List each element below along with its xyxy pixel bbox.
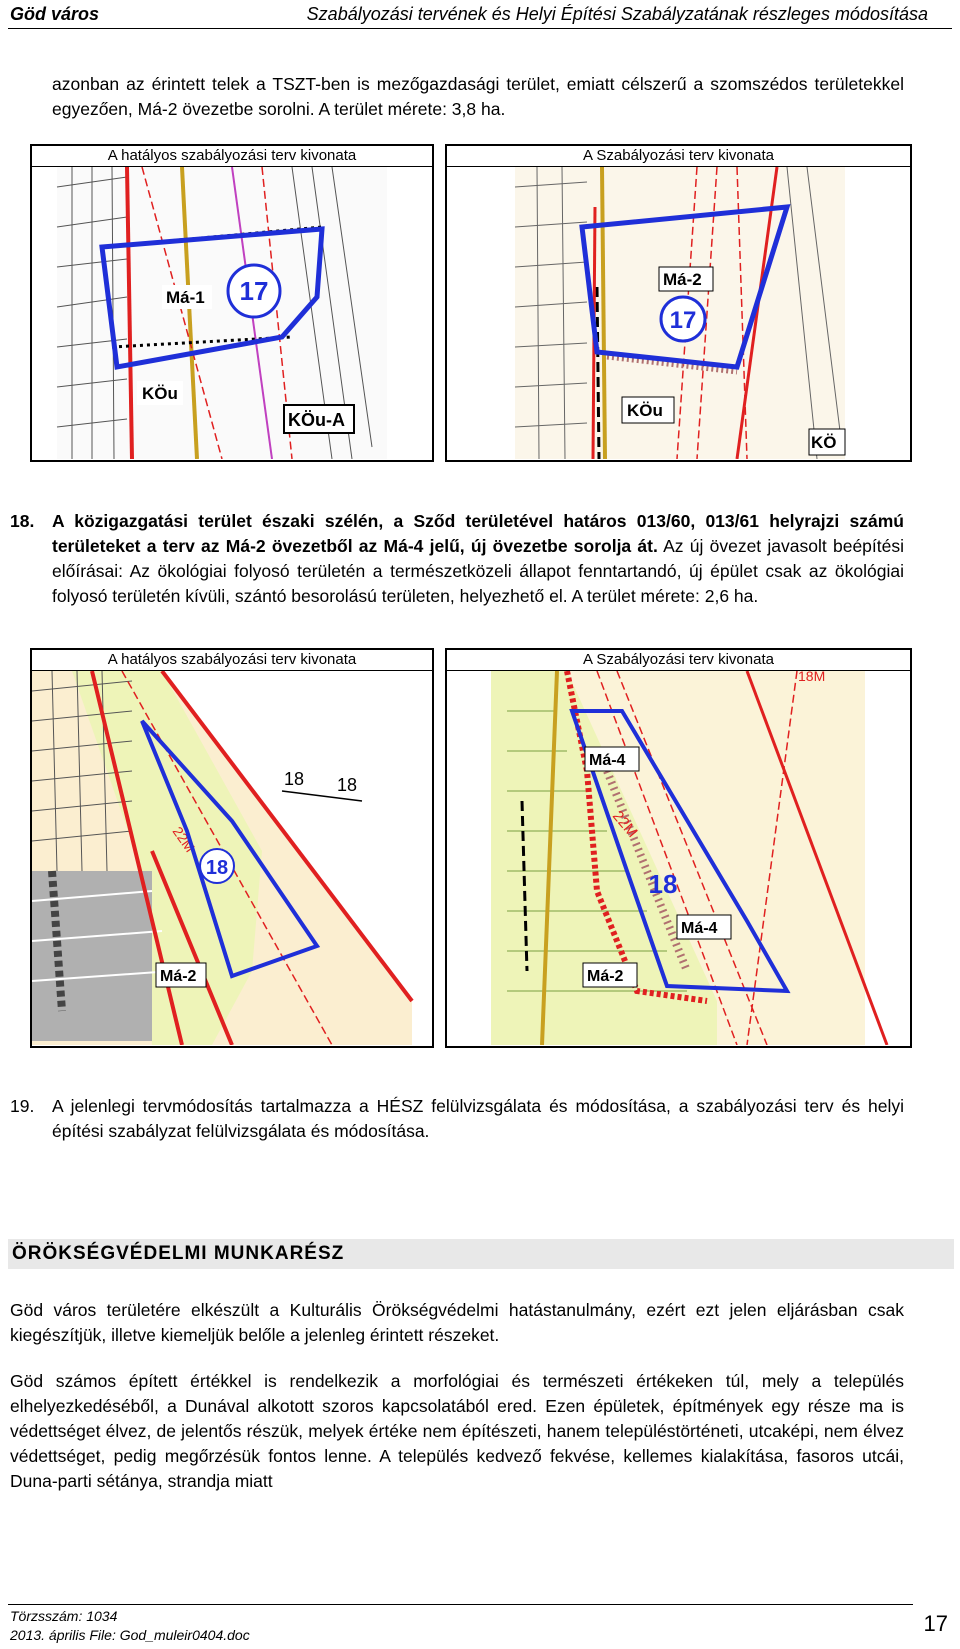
page-number: 17: [923, 1611, 948, 1636]
top-road-label: 18M: [798, 671, 826, 684]
section-paragraph-1: Göd város területére elkészült a Kulturális Örökségvédelmi hatástanulmány, ezért ezt jelen eljárásban csak kiegészítjük, illetve kiemeljük belőle a jelenleg érintett részeket.: [10, 1300, 904, 1345]
page-header: [0, 0, 960, 30]
road-label: 18: [284, 769, 305, 789]
ko-label: KÖ: [811, 433, 837, 452]
intro-paragraph: azonban az érintett telek a TSZT-ben is mezőgazdasági terület, emiatt célszerű a szomszédos területekkel egyezően, Má-2 övezetbe sorolni. A terület mérete: 3,8 ha.: [52, 74, 904, 119]
item-19-paragraph: A jelenlegi tervmódosítás tartalmazza a HÉSZ felülvizsgálata és módosítása, a szabályozási terv és helyi építési szabályzat felülvizsgálata és módosítása.: [52, 1096, 904, 1141]
map-17-current-drawing: [32, 167, 432, 459]
zone-label: Má-2: [160, 968, 197, 985]
zone-label: Má-1: [166, 288, 205, 307]
koul-label: KÖu: [627, 401, 663, 420]
zone-label: Má-2: [587, 968, 624, 985]
map-title: A Szabályozási terv kivonata: [447, 650, 910, 671]
map-title: A hatályos szabályozási terv kivonata: [32, 146, 432, 167]
map-title: A hatályos szabályozási terv kivonata: [32, 650, 432, 671]
map-18-current: [30, 648, 434, 1048]
item-19-number: 19.: [10, 1096, 35, 1116]
koua-label: KÖu-A: [288, 410, 345, 430]
section-heading-bar: [8, 1239, 954, 1269]
footer-divider: [8, 1604, 913, 1605]
zone-label: Má-4: [681, 920, 718, 937]
item-18-bold: A közigazgatási terület északi szélén, a Sződ területével határos 013/60, 013/61 helyrajzi számú területeket a terv az Má-2 övezetből az Má-4 jelű, új övezetbe sorolja át.: [52, 511, 904, 556]
road-width-label: 22M: [169, 823, 199, 856]
road-width-label: 22M: [608, 807, 641, 841]
header-right: Szabályozási tervének és Helyi Építési Szabályzatának részleges módosítása: [306, 4, 928, 24]
map-18-new-drawing: [447, 671, 910, 1045]
section-paragraph-2: Göd számos épített értékkel is rendelkezik a morfológiai és természeti értékeken túl, mely a település elhelyezkedéséből, a Dunával alkotott szoros kapcsolatából ered. Ezen épületek, építmények egy része ma is védettséget élvez, de jelentős részük, melyek értéke nem építészeti, hanem településtörténeti, utcaképi, nem élvez védettséget, pedig megőrzésük fontos lenne. A település kedvező fekvése, kellemes kialakítása, fasoros utcái, Duna-parti sétánya, strandja miatt: [10, 1371, 904, 1491]
map-18-current-drawing: [32, 671, 432, 1045]
map-17-new: [445, 144, 912, 462]
header-left: Göd város: [10, 4, 100, 24]
item-18-paragraph: [52, 509, 904, 609]
item-18-rest: Az új övezet javasolt beépítési előírásai: Az ökológiai folyosó területén a természetközeli állapot fenntartandó, új épület csak az ökológiai folyosó területén kívüli, szántó besorolású területen, helyezhető el. A terület mérete: 2,6 ha.: [52, 536, 904, 606]
map-17-new-drawing: [447, 167, 910, 459]
footer-file: 2013. április File: God_muleir0404.doc: [10, 1627, 250, 1643]
area-number: 18: [205, 857, 229, 879]
footer-registry: Törzsszám: 1034: [10, 1608, 118, 1624]
area-number: 17: [239, 276, 269, 306]
zone-label: Má-2: [663, 270, 702, 289]
koul-label: KÖu: [142, 384, 178, 403]
map-title: A Szabályozási terv kivonata: [447, 146, 910, 167]
item-18-number: 18.: [10, 511, 35, 531]
section-title: ÖRÖKSÉGVÉDELMI MUNKARÉSZ: [12, 1243, 345, 1264]
road-label: 18: [337, 775, 358, 795]
area-number: 18: [648, 869, 678, 899]
zone-label: Má-4: [589, 752, 626, 769]
area-number: 17: [669, 307, 697, 334]
map-18-new: [445, 648, 912, 1048]
map-17-current: [30, 144, 434, 462]
header-divider: [8, 28, 952, 29]
